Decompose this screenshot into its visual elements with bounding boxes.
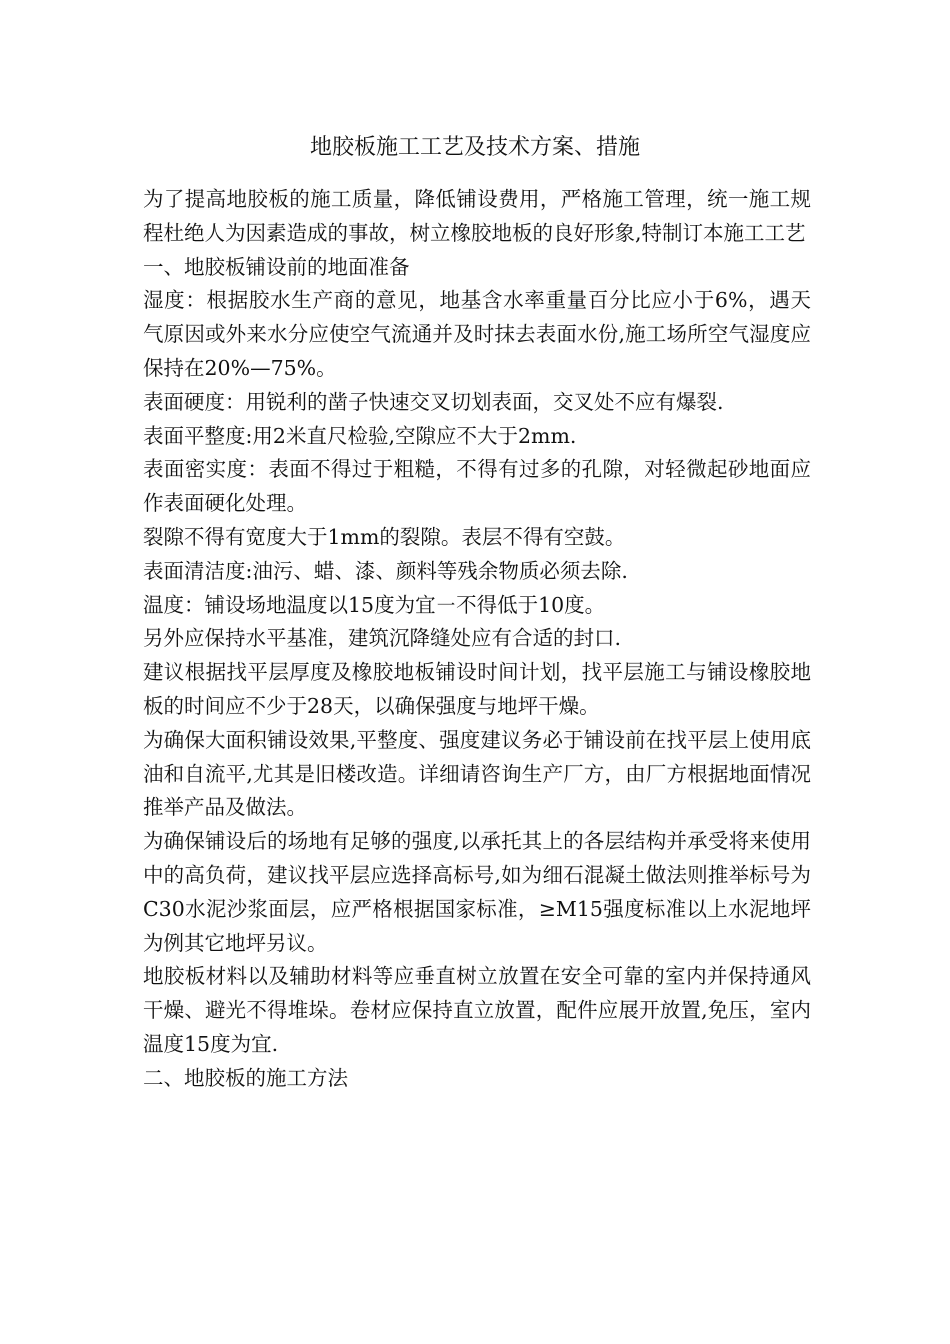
paragraph-humidity: 湿度：根据胶水生产商的意见，地基含水率重量百分比应小于6%，遇天气原因或外来水分应使空气流通并及时抹去表面水份,施工场所空气湿度应保持在20%—75%。	[143, 288, 811, 380]
document-title: 地胶板施工工艺及技术方案、措施	[309, 135, 640, 160]
paragraph-intro: 为了提高地胶板的施工质量，降低铺设费用，严格施工管理，统一施工规程杜绝人为因素造成的事故，树立橡胶地板的良好形象,特制订本施工工艺	[143, 187, 811, 245]
paragraph-temperature: 温度：铺设场地温度以15度为宜㇐不得低于10度。	[143, 592, 606, 617]
paragraph-cracks: 裂隙不得有宽度大于1mm的裂隙。表层不得有空鼓。	[143, 524, 626, 549]
section-heading-1: 一、地胶板铺设前的地面准备	[143, 254, 410, 279]
paragraph-strength: 为确保铺设后的场地有足够的强度,以承托其上的各层结构并承受将来使用中的高负荷，建议找平层应选择高标号,如为细石混凝土做法则推举标号为C30水泥沙浆面层，应严格根据国家标准，≥M15强度标准以上水泥地坪为例其它地坪另议。	[143, 829, 811, 955]
paragraph-storage: 地胶板材料以及辅助材料等应垂直树立放置在安全可靠的室内并保持通风干燥、避光不得堆垛。卷材应保持直立放置，配件应展开放置,免压，室内温度15度为宜.	[143, 964, 811, 1056]
paragraph-primer: 为确保大面积铺设效果,平整度、强度建议务必于铺设前在找平层上使用底油和自流平,尤其是旧楼改造。详细请咨询生产厂方，由厂方根据地面情况推举产品及做法。	[143, 727, 811, 820]
paragraph-cleanliness: 表面清洁度:油污、蜡、漆、颜料等残余物质必须去除.	[143, 558, 628, 583]
paragraph-schedule: 建议根据找平层厚度及橡胶地板铺设时间计划，找平层施工与铺设橡胶地板的时间应不少于28天，以确保强度与地坪干燥。	[143, 660, 811, 718]
paragraph-level: 另外应保持水平基准，建筑沉降缝处应有合适的封口.	[143, 626, 622, 651]
paragraph-density: 表面密实度：表面不得过于粗糙，不得有过多的孔隙，对轻微起砂地面应作表面硬化处理。	[143, 457, 811, 516]
paragraph-flatness: 表面平整度:用2米直尺检验,空隙应不大于2mm.	[143, 423, 577, 448]
paragraph-hardness: 表面硬度：用锐利的凿子快速交叉切划表面，交叉处不应有爆裂.	[143, 389, 724, 414]
document-body	[143, 183, 811, 1096]
section-heading-2: 二、地胶板的施工方法	[143, 1065, 348, 1090]
